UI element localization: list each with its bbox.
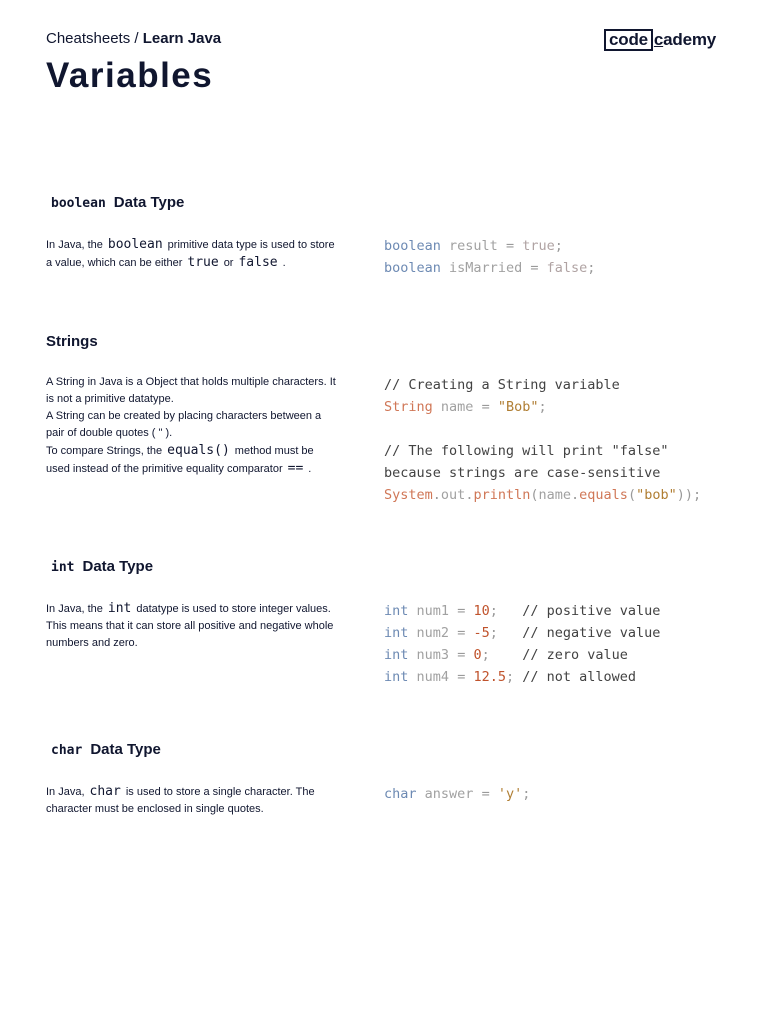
desc-text: In Java, <box>46 786 85 798</box>
logo-rest-text: cademy <box>653 30 717 49</box>
breadcrumb-separator: / <box>130 30 143 47</box>
codecademy-logo[interactable] <box>604 29 716 51</box>
section-title-char <box>46 741 161 758</box>
section-title-code: boolean <box>51 196 106 211</box>
code-line: int num3 = 0; // zero value <box>384 647 628 663</box>
section-title-code: char <box>51 743 83 758</box>
desc-paragraph <box>46 442 336 478</box>
breadcrumb-current[interactable]: Learn Java <box>142 30 222 47</box>
inline-code: int <box>107 601 132 616</box>
section-title-boolean <box>46 194 184 211</box>
desc-text: primitive data type is used to store a value, which can be either <box>46 239 335 269</box>
code-block-int <box>384 600 660 688</box>
desc-text: To compare Strings, the <box>46 445 163 457</box>
breadcrumb <box>46 30 221 47</box>
desc-text: In Java, the <box>46 239 103 251</box>
inline-code: boolean <box>107 237 163 252</box>
desc-text: method must be used instead of the primitive equality comparator <box>46 445 314 475</box>
section-description-strings <box>46 374 336 478</box>
section-title-text: Data Type <box>82 558 154 575</box>
code-line: String name = "Bob"; <box>384 399 547 415</box>
code-line: // Creating a String variable <box>384 377 620 393</box>
desc-paragraph: A String in Java is a Object that holds multiple characters. It is not a primitive datatype. <box>46 376 336 405</box>
section-title-strings <box>46 333 98 350</box>
code-block-strings <box>384 374 701 506</box>
code-line: char answer = 'y'; <box>384 786 531 802</box>
section-title-text: Data Type <box>113 194 185 211</box>
code-line: boolean result = true; <box>384 238 563 254</box>
inline-code: false <box>238 255 278 270</box>
inline-code: == <box>287 461 304 476</box>
inline-code: true <box>187 255 219 270</box>
code-block-char <box>384 783 530 805</box>
section-title-text: Data Type <box>90 741 161 758</box>
code-line <box>384 418 701 440</box>
page-title: Variables <box>46 56 214 95</box>
section-description-int <box>46 600 336 652</box>
section-description-boolean <box>46 236 336 272</box>
code-block-boolean <box>384 235 595 279</box>
logo-boxed-text: code <box>604 29 653 51</box>
section-title-int <box>46 558 153 575</box>
section-title-text: Strings <box>46 333 98 350</box>
section-description-char <box>46 783 336 818</box>
code-line: System.out.println(name.equals("bob")); <box>384 487 702 503</box>
desc-text: In Java, the <box>46 603 103 615</box>
code-line: int num2 = -5; // negative value <box>384 625 661 641</box>
inline-code: equals() <box>167 443 230 458</box>
desc-text: . <box>308 463 312 475</box>
code-line: boolean isMarried = false; <box>384 260 596 276</box>
desc-paragraph: A String can be created by placing characters between a pair of double quotes ( " ). <box>46 410 322 439</box>
code-line: // The following will print "false" <box>384 443 669 459</box>
desc-text: datatype is used to store integer values. This means that it can store all positive and negative whole numbers and zero. <box>46 603 334 649</box>
desc-text: . <box>282 257 286 269</box>
breadcrumb-link-cheatsheets[interactable]: Cheatsheets <box>46 30 131 47</box>
desc-text: or <box>223 257 234 269</box>
code-line: int num4 = 12.5; // not allowed <box>384 669 637 685</box>
desc-text: is used to store a single character. The character must be enclosed in single quotes. <box>46 786 315 815</box>
code-line: because strings are case-sensitive <box>384 465 661 481</box>
code-line: int num1 = 10; // positive value <box>384 603 661 619</box>
inline-code: char <box>89 784 121 799</box>
section-title-code: int <box>51 560 75 575</box>
